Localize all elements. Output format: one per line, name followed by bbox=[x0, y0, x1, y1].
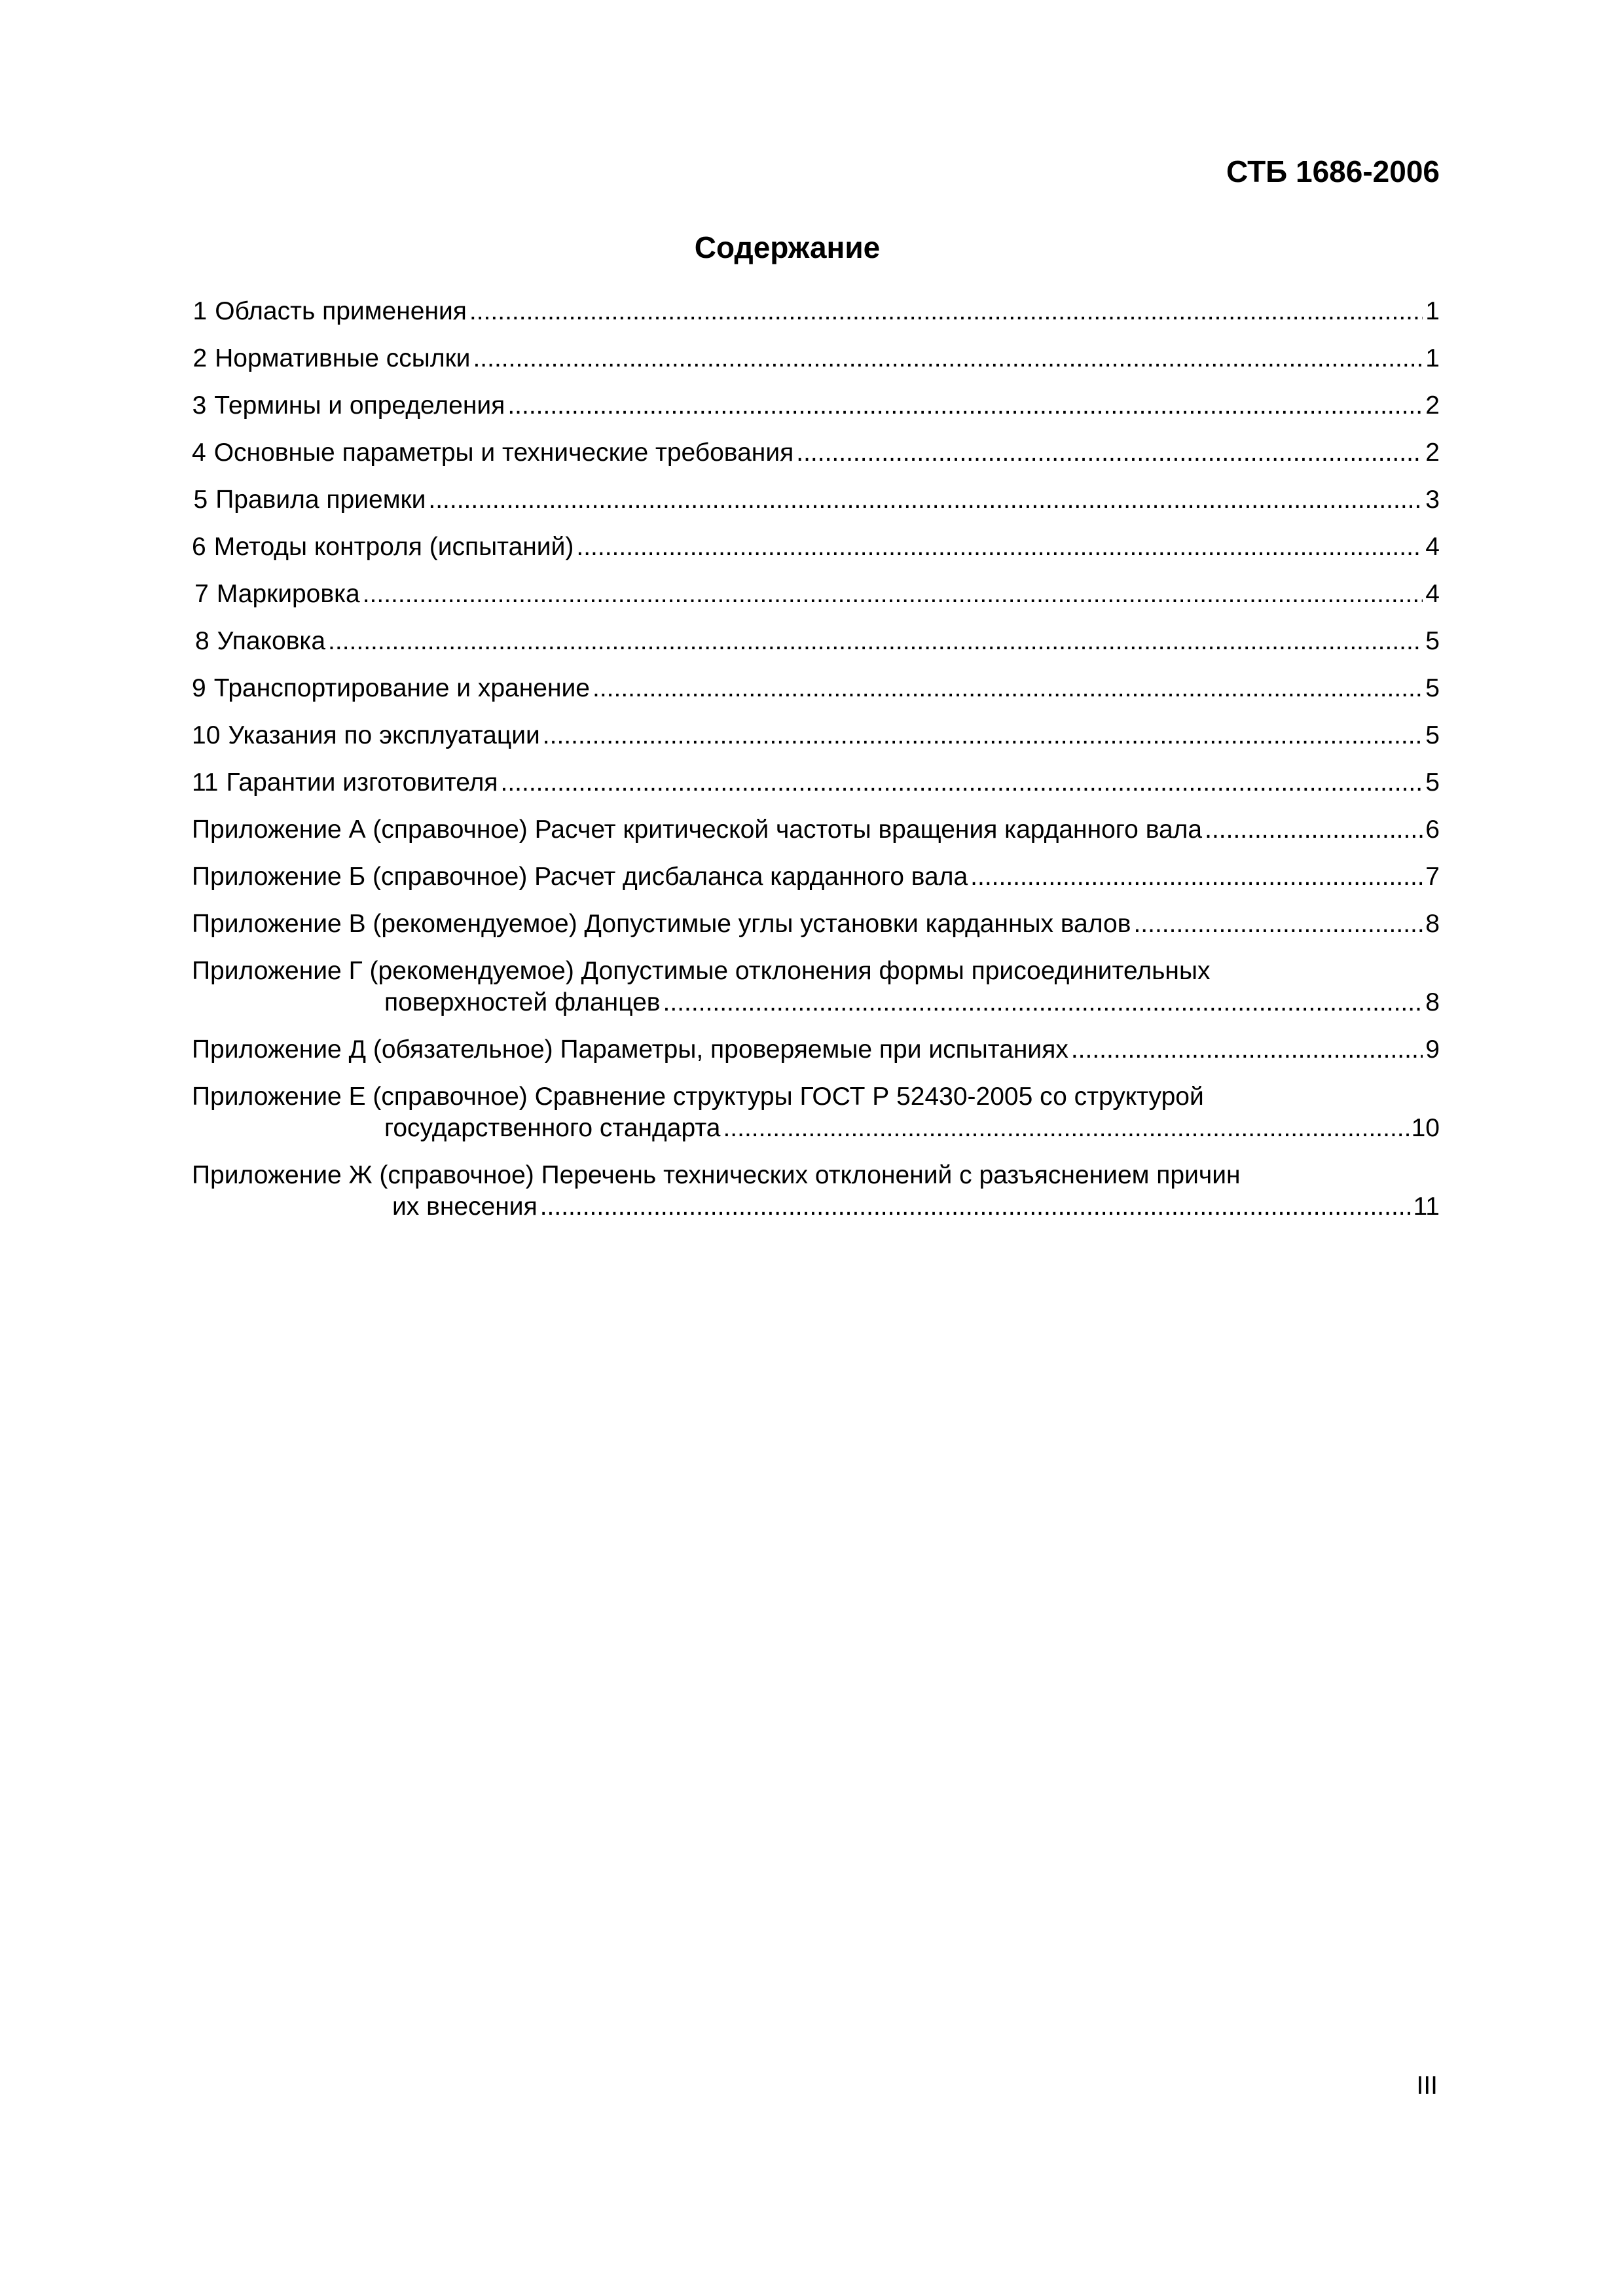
toc-appendix-page: 7 bbox=[1425, 863, 1440, 891]
toc-item-number: 2 bbox=[192, 344, 208, 372]
toc-item-title: Гарантии изготовителя bbox=[226, 768, 498, 797]
toc-appendix-zh[interactable] bbox=[192, 1160, 1440, 1238]
dot-leader bbox=[1071, 1034, 1423, 1066]
dot-leader bbox=[723, 1113, 1408, 1144]
toc-item-number: 1 bbox=[192, 297, 208, 325]
dot-leader bbox=[543, 720, 1423, 751]
toc-appendix-d[interactable] bbox=[192, 1034, 1440, 1081]
toc-item-title: Методы контроля (испытаний) bbox=[213, 533, 574, 561]
toc-item-number: 5 bbox=[193, 486, 208, 514]
toc-item-number: 10 bbox=[192, 721, 221, 749]
toc-item-page: 5 bbox=[1425, 721, 1440, 749]
toc-item-number: 11 bbox=[192, 768, 219, 797]
toc-appendix-page: 8 bbox=[1425, 910, 1440, 938]
toc-item-page: 4 bbox=[1425, 580, 1440, 608]
toc-item-4[interactable] bbox=[192, 437, 1440, 484]
toc-item-number: 6 bbox=[192, 533, 206, 561]
toc-item-number: 4 bbox=[192, 439, 206, 467]
dot-leader bbox=[663, 987, 1423, 1018]
dot-leader bbox=[469, 296, 1423, 327]
toc-item-10[interactable] bbox=[192, 720, 1440, 767]
toc-appendix-page: 6 bbox=[1425, 816, 1440, 844]
toc-item-title: Область применения bbox=[215, 297, 467, 325]
toc-appendix-title-continuation: их внесения bbox=[392, 1193, 538, 1221]
toc-item-title: Упаковка bbox=[217, 627, 326, 655]
toc-appendix-v[interactable] bbox=[192, 908, 1440, 956]
toc-item-9[interactable] bbox=[192, 673, 1440, 720]
toc-item-3[interactable] bbox=[192, 390, 1440, 437]
toc-item-page: 2 bbox=[1425, 439, 1440, 467]
dot-leader bbox=[473, 343, 1423, 374]
table-of-contents bbox=[192, 296, 1440, 1238]
toc-item-page: 5 bbox=[1425, 627, 1440, 655]
toc-item-title: Нормативные ссылки bbox=[215, 344, 471, 372]
toc-item-number: 7 bbox=[194, 580, 209, 608]
toc-appendix-title-continuation: государственного стандарта bbox=[384, 1114, 721, 1142]
toc-item-title: Указания по эксплуатации bbox=[228, 721, 540, 749]
toc-appendix-title: Приложение Г (рекомендуемое) Допустимые отклонения формы присоединительных bbox=[192, 957, 1211, 985]
dot-leader bbox=[500, 767, 1423, 798]
toc-item-page: 5 bbox=[1425, 768, 1440, 797]
dot-leader bbox=[1133, 908, 1423, 940]
toc-item-page: 1 bbox=[1425, 344, 1440, 372]
dot-leader bbox=[1205, 814, 1423, 846]
toc-appendix-title: Приложение Д (обязательное) Параметры, проверяемые при испытаниях bbox=[192, 1035, 1068, 1064]
toc-item-page: 4 bbox=[1425, 533, 1440, 561]
toc-appendix-e[interactable] bbox=[192, 1081, 1440, 1160]
dot-leader bbox=[363, 579, 1423, 610]
toc-appendix-title: Приложение Ж (справочное) Перечень технических отклонений с разъяснением причин bbox=[192, 1161, 1241, 1189]
toc-appendix-b[interactable] bbox=[192, 861, 1440, 908]
document-code: СТБ 1686-2006 bbox=[1226, 154, 1440, 188]
dot-leader bbox=[576, 531, 1423, 563]
dot-leader bbox=[796, 437, 1423, 469]
toc-item-2[interactable] bbox=[192, 343, 1440, 390]
toc-appendix-g[interactable] bbox=[192, 956, 1440, 1034]
page-number: III bbox=[1416, 2072, 1438, 2100]
dot-leader bbox=[507, 390, 1423, 422]
toc-item-title: Основные параметры и технические требования bbox=[213, 439, 794, 467]
dot-leader bbox=[540, 1191, 1411, 1223]
toc-item-title: Маркировка bbox=[216, 580, 360, 608]
toc-item-11[interactable] bbox=[192, 767, 1440, 814]
toc-item-title: Правила приемки bbox=[215, 486, 426, 514]
toc-appendix-page: 10 bbox=[1411, 1114, 1440, 1142]
dot-leader bbox=[428, 484, 1423, 516]
toc-appendix-page: 9 bbox=[1425, 1035, 1440, 1064]
dot-leader bbox=[328, 626, 1423, 657]
dot-leader bbox=[970, 861, 1423, 893]
dot-leader bbox=[593, 673, 1423, 704]
toc-item-8[interactable] bbox=[192, 626, 1440, 673]
toc-item-page: 2 bbox=[1425, 391, 1440, 420]
toc-appendix-title: Приложение А (справочное) Расчет критической частоты вращения карданного вала bbox=[192, 816, 1203, 844]
toc-appendix-title-continuation: поверхностей фланцев bbox=[384, 988, 661, 1016]
toc-item-number: 3 bbox=[192, 391, 207, 420]
toc-item-7[interactable] bbox=[192, 579, 1440, 626]
toc-item-page: 5 bbox=[1425, 674, 1440, 702]
toc-appendix-a[interactable] bbox=[192, 814, 1440, 861]
toc-item-title: Транспортирование и хранение bbox=[213, 674, 590, 702]
toc-item-5[interactable] bbox=[192, 484, 1440, 531]
toc-appendix-title: Приложение Б (справочное) Расчет дисбаланса карданного вала bbox=[192, 863, 968, 891]
toc-item-6[interactable] bbox=[192, 531, 1440, 579]
toc-item-page: 1 bbox=[1425, 297, 1440, 325]
toc-item-title: Термины и определения bbox=[214, 391, 505, 420]
toc-item-page: 3 bbox=[1425, 486, 1440, 514]
toc-item-number: 8 bbox=[194, 627, 210, 655]
toc-heading: Содержание bbox=[694, 230, 881, 264]
toc-appendix-title: Приложение В (рекомендуемое) Допустимые углы установки карданных валов bbox=[192, 910, 1131, 938]
toc-appendix-title: Приложение Е (справочное) Сравнение структуры ГОСТ Р 52430-2005 со структурой bbox=[192, 1083, 1204, 1111]
toc-appendix-page: 8 bbox=[1425, 988, 1440, 1016]
toc-item-1[interactable] bbox=[192, 296, 1440, 343]
toc-item-number: 9 bbox=[192, 674, 206, 702]
toc-appendix-page: 11 bbox=[1413, 1193, 1440, 1221]
